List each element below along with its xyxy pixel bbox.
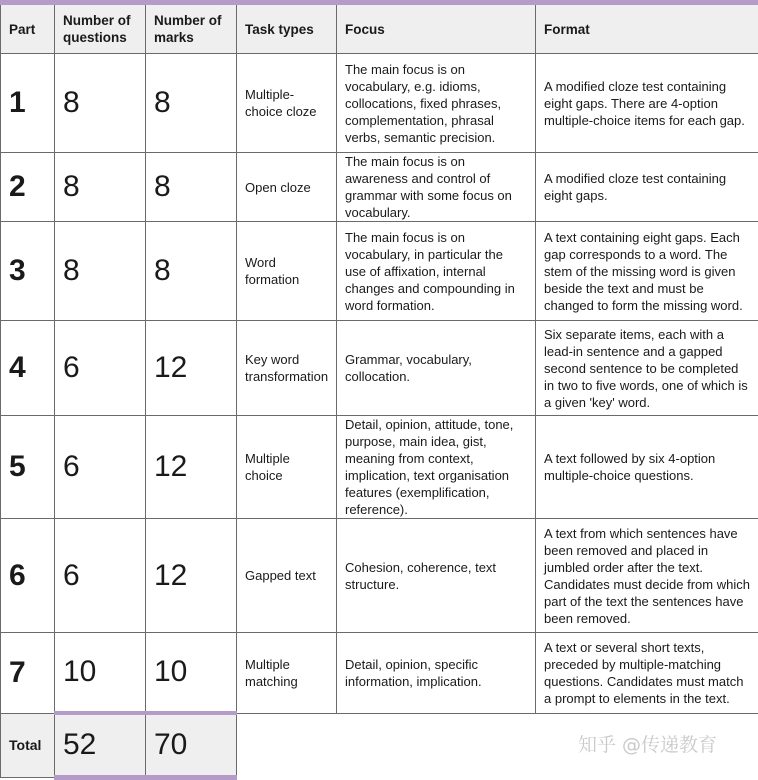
part-number: 4 [1,321,55,416]
table-row [1,416,758,519]
format-text: A text or several short texts, preceded by multiple-matching questions. Candidates must match a prompt to elements in the text. [536,633,758,714]
table-row [1,153,758,222]
table-row [1,222,758,321]
focus-text: Grammar, vocabulary, collocation. [337,321,536,416]
total-questions: 52 [55,713,146,778]
marks-count: 8 [146,153,237,222]
part-number: 5 [1,416,55,519]
marks-count: 8 [146,222,237,321]
table-row [1,54,758,153]
part-number: 1 [1,54,55,153]
format-text: Six separate items, each with a lead-in sentence and a gapped second sentence to be completed in two to five words, one of which is a given 'key' word. [536,321,758,416]
focus-text: Detail, opinion, attitude, tone, purpose, main idea, gist, meaning from context, implication, text organisation features (exemplification, reference). [337,416,536,519]
task-type: Multiple matching [237,633,337,714]
format-text: A text from which sentences have been removed and placed in jumbled order after the text. Candidates must decide from which part of the text the sentences have been removed. [536,519,758,633]
part-number: 2 [1,153,55,222]
format-text: A modified cloze test containing eight gaps. [536,153,758,222]
marks-count: 10 [146,633,237,714]
table-row [1,321,758,416]
marks-count: 12 [146,321,237,416]
header-row [1,3,758,54]
part-number: 7 [1,633,55,714]
header-format: Format [536,3,758,54]
header-task: Task types [237,3,337,54]
questions-count: 8 [55,54,146,153]
header-marks: Number of marks [146,3,237,54]
questions-count: 6 [55,416,146,519]
focus-text: The main focus is on awareness and control of grammar with some focus on vocabulary. [337,153,536,222]
task-type: Word formation [237,222,337,321]
focus-text: Detail, opinion, specific information, implication. [337,633,536,714]
format-text: A text containing eight gaps. Each gap corresponds to a word. The stem of the missing word is given beside the text and must be changed to form the missing word. [536,222,758,321]
marks-count: 8 [146,54,237,153]
table-row [1,633,758,714]
header-questions: Number of questions [55,3,146,54]
format-text: A text followed by six 4-option multiple-choice questions. [536,416,758,519]
total-marks: 70 [146,713,237,778]
task-type: Key word transformation [237,321,337,416]
marks-count: 12 [146,519,237,633]
watermark-text: 知乎 @传递教育 [578,730,717,757]
header-focus: Focus [337,3,536,54]
task-type: Gapped text [237,519,337,633]
questions-count: 6 [55,321,146,416]
task-type: Multiple-choice cloze [237,54,337,153]
total-label: Total [1,713,55,778]
focus-text: The main focus is on vocabulary, e.g. idioms, collocations, fixed phrases, complementation, phrasal verbs, semantic precision. [337,54,536,153]
task-type: Multiple choice [237,416,337,519]
questions-count: 8 [55,222,146,321]
header-part: Part [1,3,55,54]
focus-text: The main focus is on vocabulary, in particular the use of affixation, internal changes and compounding in word formation. [337,222,536,321]
focus-text: Cohesion, coherence, text structure. [337,519,536,633]
questions-count: 6 [55,519,146,633]
questions-count: 10 [55,633,146,714]
table-row [1,519,758,633]
part-number: 6 [1,519,55,633]
part-number: 3 [1,222,55,321]
marks-count: 12 [146,416,237,519]
questions-count: 8 [55,153,146,222]
task-type: Open cloze [237,153,337,222]
format-text: A modified cloze test containing eight gaps. There are 4-option multiple-choice items for each gap. [536,54,758,153]
